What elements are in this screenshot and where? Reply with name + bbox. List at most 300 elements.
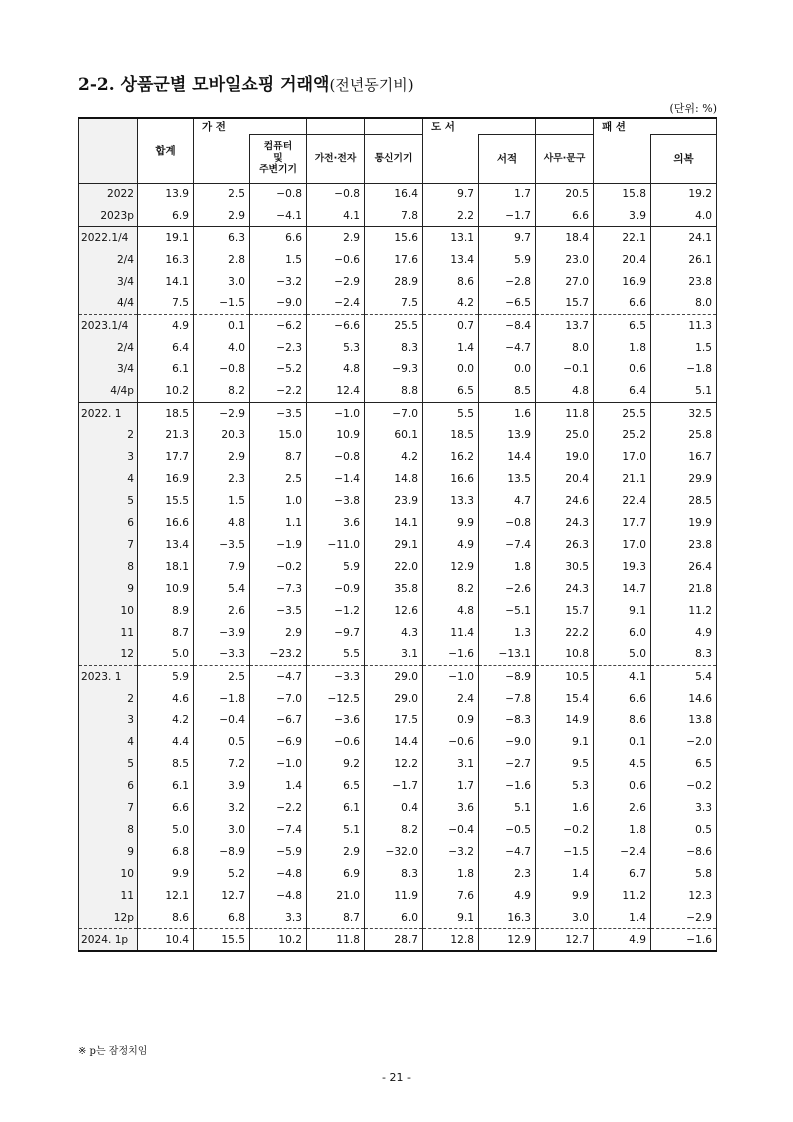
table-cell: 10.2 <box>138 380 194 402</box>
table-cell: 12.9 <box>423 556 479 578</box>
table-cell: 6.8 <box>138 841 194 863</box>
table-cell: 1.8 <box>479 556 536 578</box>
table-cell: 4.1 <box>307 205 365 227</box>
table-cell: 0.9 <box>423 710 479 732</box>
table-cell: −3.3 <box>307 666 365 688</box>
table-cell: 29.9 <box>651 468 717 490</box>
table-cell: 20.4 <box>594 249 651 271</box>
table-cell: −1.2 <box>307 600 365 622</box>
row-label: 5 <box>79 753 138 775</box>
table-cell: −8.6 <box>651 841 717 863</box>
table-cell: 6.5 <box>594 315 651 337</box>
table-cell: 5.5 <box>423 402 479 424</box>
table-cell: 14.4 <box>365 731 423 753</box>
header-group-books: 도 서 <box>423 118 479 134</box>
table-row <box>79 271 717 293</box>
table-cell: −2.7 <box>479 753 536 775</box>
table-cell: 0.0 <box>423 359 479 381</box>
table-row <box>79 666 717 688</box>
table-cell: 4.4 <box>138 731 194 753</box>
table-cell: 5.3 <box>536 775 594 797</box>
table-cell: −1.5 <box>536 841 594 863</box>
table-cell: −9.0 <box>250 293 307 315</box>
table-cell: 20.5 <box>536 183 594 205</box>
table-cell: −4.7 <box>479 337 536 359</box>
table-cell: 6.0 <box>594 622 651 644</box>
table-cell: 10.4 <box>138 929 194 951</box>
table-cell: 10.2 <box>250 929 307 951</box>
table-cell: 12.6 <box>365 600 423 622</box>
table-cell: 9.9 <box>536 885 594 907</box>
table-cell: 24.1 <box>651 227 717 249</box>
table-row <box>79 731 717 753</box>
table-cell: 6.6 <box>594 688 651 710</box>
table-cell: 12.1 <box>138 885 194 907</box>
row-label: 11 <box>79 622 138 644</box>
table-cell: 22.2 <box>536 622 594 644</box>
table-cell: 17.0 <box>594 446 651 468</box>
table-cell: 1.7 <box>479 183 536 205</box>
table-cell: 21.8 <box>651 578 717 600</box>
table-cell: 0.1 <box>594 731 651 753</box>
table-cell: −1.0 <box>307 402 365 424</box>
row-label: 2022. 1 <box>79 402 138 424</box>
table-cell: 6.1 <box>307 797 365 819</box>
row-label: 8 <box>79 556 138 578</box>
table-cell: 13.1 <box>423 227 479 249</box>
table-cell: 20.3 <box>194 424 250 446</box>
table-cell: 0.5 <box>651 819 717 841</box>
table-cell: 5.8 <box>651 863 717 885</box>
row-label: 2/4 <box>79 337 138 359</box>
header-group-fashion: 패 션 <box>594 118 651 134</box>
table-cell: 7.5 <box>138 293 194 315</box>
table-cell: 5.9 <box>138 666 194 688</box>
table-cell: 19.1 <box>138 227 194 249</box>
table-cell: 3.0 <box>194 271 250 293</box>
table-cell: 24.6 <box>536 490 594 512</box>
table-row <box>79 929 717 951</box>
table-cell: −2.0 <box>651 731 717 753</box>
table-cell: −2.9 <box>651 907 717 929</box>
table-cell: 21.3 <box>138 424 194 446</box>
table-cell: 8.2 <box>423 578 479 600</box>
row-label: 2/4 <box>79 249 138 271</box>
table-cell: −1.5 <box>194 293 250 315</box>
table-cell: 2.4 <box>423 688 479 710</box>
table-cell: 3.2 <box>194 797 250 819</box>
table-cell: −12.5 <box>307 688 365 710</box>
table-row <box>79 402 717 424</box>
table-cell: 15.7 <box>536 293 594 315</box>
header-computer-line3: 주변기기 <box>259 164 297 176</box>
table-cell: 17.7 <box>594 512 651 534</box>
table-cell: 0.4 <box>365 797 423 819</box>
table-row <box>79 490 717 512</box>
header-books: 서적 <box>479 134 536 183</box>
table-cell: 10.5 <box>536 666 594 688</box>
table-cell: 1.4 <box>423 337 479 359</box>
table-cell: −6.9 <box>250 731 307 753</box>
table-cell: 25.5 <box>594 402 651 424</box>
table-cell: 4.6 <box>138 688 194 710</box>
table-cell: 4.9 <box>651 622 717 644</box>
table-cell: 8.8 <box>365 380 423 402</box>
table-row <box>79 380 717 402</box>
table-cell: 16.6 <box>423 468 479 490</box>
table-cell: 18.5 <box>138 402 194 424</box>
table-cell: −8.4 <box>479 315 536 337</box>
table-cell: 17.5 <box>365 710 423 732</box>
table-cell: 29.1 <box>365 534 423 556</box>
header-computer-line1: 컴퓨터 <box>263 141 293 153</box>
table-cell: 3.9 <box>194 775 250 797</box>
table-cell: 0.5 <box>194 731 250 753</box>
table-cell: −9.0 <box>479 731 536 753</box>
table-cell: 28.9 <box>365 271 423 293</box>
table-row <box>79 315 717 337</box>
table-row <box>79 446 717 468</box>
table-cell: −1.7 <box>365 775 423 797</box>
table-cell: 6.6 <box>250 227 307 249</box>
table-cell: 25.5 <box>365 315 423 337</box>
table-cell: 4.9 <box>138 315 194 337</box>
table-cell: −2.9 <box>194 402 250 424</box>
table-cell: 16.3 <box>479 907 536 929</box>
table-cell: 19.0 <box>536 446 594 468</box>
table-cell: 1.4 <box>594 907 651 929</box>
table-cell: −9.3 <box>365 359 423 381</box>
table-cell: 6.6 <box>536 205 594 227</box>
table-row <box>79 907 717 929</box>
table-cell: −3.8 <box>307 490 365 512</box>
row-label: 3 <box>79 710 138 732</box>
table-row <box>79 688 717 710</box>
row-label: 6 <box>79 775 138 797</box>
table-cell: 8.3 <box>651 644 717 666</box>
table-cell: 6.5 <box>423 380 479 402</box>
table-cell: 12.7 <box>194 885 250 907</box>
table-cell: 23.0 <box>536 249 594 271</box>
table-row <box>79 205 717 227</box>
table-cell: −0.4 <box>423 819 479 841</box>
table-cell: 13.4 <box>138 534 194 556</box>
row-label: 8 <box>79 819 138 841</box>
footnote: ※ p는 잠정치임 <box>78 1046 148 1057</box>
table-cell: −0.6 <box>423 731 479 753</box>
row-label: 10 <box>79 600 138 622</box>
table-cell: 2.8 <box>194 249 250 271</box>
table-cell: 13.3 <box>423 490 479 512</box>
table-cell: 6.8 <box>194 907 250 929</box>
row-label: 11 <box>79 885 138 907</box>
table-cell: 2.9 <box>194 205 250 227</box>
table-cell: −6.7 <box>250 710 307 732</box>
table-cell: 9.1 <box>594 600 651 622</box>
table-cell: 11.8 <box>536 402 594 424</box>
table-cell: 13.8 <box>651 710 717 732</box>
table-cell: −1.8 <box>194 688 250 710</box>
row-label: 2022.1/4 <box>79 227 138 249</box>
table-cell: 4.5 <box>594 753 651 775</box>
table-cell: 14.1 <box>365 512 423 534</box>
table-cell: −1.6 <box>479 775 536 797</box>
table-cell: 8.3 <box>365 863 423 885</box>
table-body <box>79 183 717 951</box>
table-cell: 26.1 <box>651 249 717 271</box>
table-cell: 29.0 <box>365 666 423 688</box>
table-cell: 3.9 <box>594 205 651 227</box>
unit-label: (단위: %) <box>669 102 717 115</box>
table-cell: 5.0 <box>138 819 194 841</box>
table-cell: 6.4 <box>594 380 651 402</box>
row-label: 7 <box>79 797 138 819</box>
table-cell: 9.7 <box>423 183 479 205</box>
table-cell: 7.2 <box>194 753 250 775</box>
table-cell: 28.5 <box>651 490 717 512</box>
table-cell: 12.2 <box>365 753 423 775</box>
table-row <box>79 249 717 271</box>
table-cell: 1.0 <box>250 490 307 512</box>
table-cell: 7.6 <box>423 885 479 907</box>
table-cell: 1.6 <box>479 402 536 424</box>
table-cell: 14.1 <box>138 271 194 293</box>
table-cell: 6.6 <box>594 293 651 315</box>
table-row <box>79 534 717 556</box>
table-cell: 8.2 <box>194 380 250 402</box>
table-cell: −0.1 <box>536 359 594 381</box>
table-cell: 5.2 <box>194 863 250 885</box>
table-cell: 15.0 <box>250 424 307 446</box>
header-telecom: 통신기기 <box>365 134 423 183</box>
table-cell: −11.0 <box>307 534 365 556</box>
table-cell: −8.9 <box>479 666 536 688</box>
table-cell: 6.9 <box>138 205 194 227</box>
table-cell: 2.5 <box>194 183 250 205</box>
table-cell: −0.6 <box>307 731 365 753</box>
header-electronics: 가전·전자 <box>307 134 365 183</box>
table-cell: 2.3 <box>479 863 536 885</box>
table-cell: 1.7 <box>423 775 479 797</box>
table-cell: 11.4 <box>423 622 479 644</box>
table-row <box>79 468 717 490</box>
table-cell: 4.9 <box>423 534 479 556</box>
table-cell: 5.1 <box>651 380 717 402</box>
row-label: 10 <box>79 863 138 885</box>
table-row <box>79 775 717 797</box>
table-cell: 8.5 <box>479 380 536 402</box>
table-cell: 4.8 <box>307 359 365 381</box>
table-cell: −13.1 <box>479 644 536 666</box>
table-cell: 4.0 <box>194 337 250 359</box>
table-cell: −4.7 <box>479 841 536 863</box>
table-cell: −1.9 <box>250 534 307 556</box>
table-cell: −0.8 <box>194 359 250 381</box>
table-cell: 30.5 <box>536 556 594 578</box>
table-row <box>79 863 717 885</box>
row-label: 7 <box>79 534 138 556</box>
table-cell: 2.5 <box>194 666 250 688</box>
table-cell: 1.3 <box>479 622 536 644</box>
row-label: 4 <box>79 731 138 753</box>
table-cell: 1.5 <box>194 490 250 512</box>
table-cell: 8.2 <box>365 819 423 841</box>
table-cell: 6.3 <box>194 227 250 249</box>
table-row <box>79 710 717 732</box>
table-cell: −4.8 <box>250 885 307 907</box>
table-cell: 23.8 <box>651 271 717 293</box>
table-cell: 7.9 <box>194 556 250 578</box>
table-cell: −0.2 <box>250 556 307 578</box>
table-cell: 16.9 <box>138 468 194 490</box>
table-cell: −0.5 <box>479 819 536 841</box>
table-cell: −7.8 <box>479 688 536 710</box>
table-cell: 3.6 <box>307 512 365 534</box>
table-cell: −6.2 <box>250 315 307 337</box>
table-cell: 6.1 <box>138 775 194 797</box>
table-cell: −0.6 <box>307 249 365 271</box>
table-cell: −3.2 <box>250 271 307 293</box>
table-cell: 18.4 <box>536 227 594 249</box>
table-cell: 8.9 <box>138 600 194 622</box>
table-cell: 11.9 <box>365 885 423 907</box>
table-cell: −3.3 <box>194 644 250 666</box>
title-subtitle: (전년동기비) <box>329 76 414 94</box>
table-cell: −3.5 <box>250 600 307 622</box>
table-cell: 9.9 <box>423 512 479 534</box>
table-cell: 15.8 <box>594 183 651 205</box>
table-cell: 3.3 <box>651 797 717 819</box>
table-cell: −8.9 <box>194 841 250 863</box>
table-cell: 5.4 <box>194 578 250 600</box>
table-cell: 1.5 <box>651 337 717 359</box>
table-cell: 4.3 <box>365 622 423 644</box>
table-cell: 10.9 <box>307 424 365 446</box>
table-cell: −2.3 <box>250 337 307 359</box>
table-cell: 6.7 <box>594 863 651 885</box>
table-cell: 13.9 <box>138 183 194 205</box>
table-cell: −32.0 <box>365 841 423 863</box>
table-cell: 3.3 <box>250 907 307 929</box>
table-cell: 4.9 <box>594 929 651 951</box>
table-cell: 10.8 <box>536 644 594 666</box>
table-cell: 32.5 <box>651 402 717 424</box>
table-cell: 2.5 <box>250 468 307 490</box>
table-cell: 12.3 <box>651 885 717 907</box>
table-cell: 8.0 <box>651 293 717 315</box>
table-cell: 8.0 <box>536 337 594 359</box>
table-cell: 4.9 <box>479 885 536 907</box>
table-cell: 12.4 <box>307 380 365 402</box>
table-cell: 15.4 <box>536 688 594 710</box>
table-cell: 4.8 <box>194 512 250 534</box>
table-cell: 21.1 <box>594 468 651 490</box>
table-cell: 16.4 <box>365 183 423 205</box>
table-cell: −0.9 <box>307 578 365 600</box>
table-cell: 3.0 <box>536 907 594 929</box>
table-cell: 7.8 <box>365 205 423 227</box>
table-cell: 23.9 <box>365 490 423 512</box>
title-main: 2-2. 상품군별 모바일쇼핑 거래액 <box>78 75 330 95</box>
table-cell: 2.9 <box>194 446 250 468</box>
table-cell: −7.3 <box>250 578 307 600</box>
row-label: 12p <box>79 907 138 929</box>
table-cell: 18.1 <box>138 556 194 578</box>
table-cell: 13.5 <box>479 468 536 490</box>
table-cell: 9.7 <box>479 227 536 249</box>
row-label: 9 <box>79 578 138 600</box>
table-cell: 0.6 <box>594 775 651 797</box>
table-cell: −6.6 <box>307 315 365 337</box>
table-row <box>79 600 717 622</box>
table-cell: 5.9 <box>479 249 536 271</box>
table-cell: 16.2 <box>423 446 479 468</box>
table-cell: 9.1 <box>423 907 479 929</box>
table-cell: 6.1 <box>138 359 194 381</box>
table-cell: −1.4 <box>307 468 365 490</box>
table-cell: −1.6 <box>423 644 479 666</box>
table-cell: 9.5 <box>536 753 594 775</box>
table-cell: −7.4 <box>250 819 307 841</box>
table-row <box>79 183 717 205</box>
table-cell: 6.5 <box>651 753 717 775</box>
table-cell: 3.1 <box>365 644 423 666</box>
table-cell: −3.5 <box>194 534 250 556</box>
table-cell: −1.0 <box>423 666 479 688</box>
table-cell: 2.3 <box>194 468 250 490</box>
table-cell: 9.9 <box>138 863 194 885</box>
table-cell: 5.1 <box>479 797 536 819</box>
table-cell: 26.4 <box>651 556 717 578</box>
table-cell: 24.3 <box>536 578 594 600</box>
table-cell: 2.6 <box>194 600 250 622</box>
table-cell: 9.1 <box>536 731 594 753</box>
table-cell: 0.6 <box>594 359 651 381</box>
table-cell: 16.6 <box>138 512 194 534</box>
table-cell: 2.9 <box>307 841 365 863</box>
table-cell: 16.7 <box>651 446 717 468</box>
table-cell: 15.6 <box>365 227 423 249</box>
table-cell: 22.1 <box>594 227 651 249</box>
table-cell: 4.2 <box>138 710 194 732</box>
row-label: 2023. 1 <box>79 666 138 688</box>
table-cell: 10.9 <box>138 578 194 600</box>
row-label: 5 <box>79 490 138 512</box>
table-row <box>79 293 717 315</box>
table-cell: 11.2 <box>651 600 717 622</box>
table-cell: 17.6 <box>365 249 423 271</box>
table-cell: −2.2 <box>250 797 307 819</box>
table-cell: 4.8 <box>536 380 594 402</box>
table-cell: 0.1 <box>194 315 250 337</box>
table-cell: 19.9 <box>651 512 717 534</box>
table-cell: 6.4 <box>138 337 194 359</box>
table-cell: 19.3 <box>594 556 651 578</box>
table-cell: 6.6 <box>138 797 194 819</box>
row-label: 2023p <box>79 205 138 227</box>
table-cell: 27.0 <box>536 271 594 293</box>
table-cell: −5.2 <box>250 359 307 381</box>
table-cell: 14.6 <box>651 688 717 710</box>
table-cell: 7.5 <box>365 293 423 315</box>
table-row <box>79 753 717 775</box>
table-cell: 14.7 <box>594 578 651 600</box>
table-row <box>79 337 717 359</box>
table-cell: −3.9 <box>194 622 250 644</box>
row-label: 4 <box>79 468 138 490</box>
table-cell: 11.3 <box>651 315 717 337</box>
table-cell: −0.8 <box>479 512 536 534</box>
